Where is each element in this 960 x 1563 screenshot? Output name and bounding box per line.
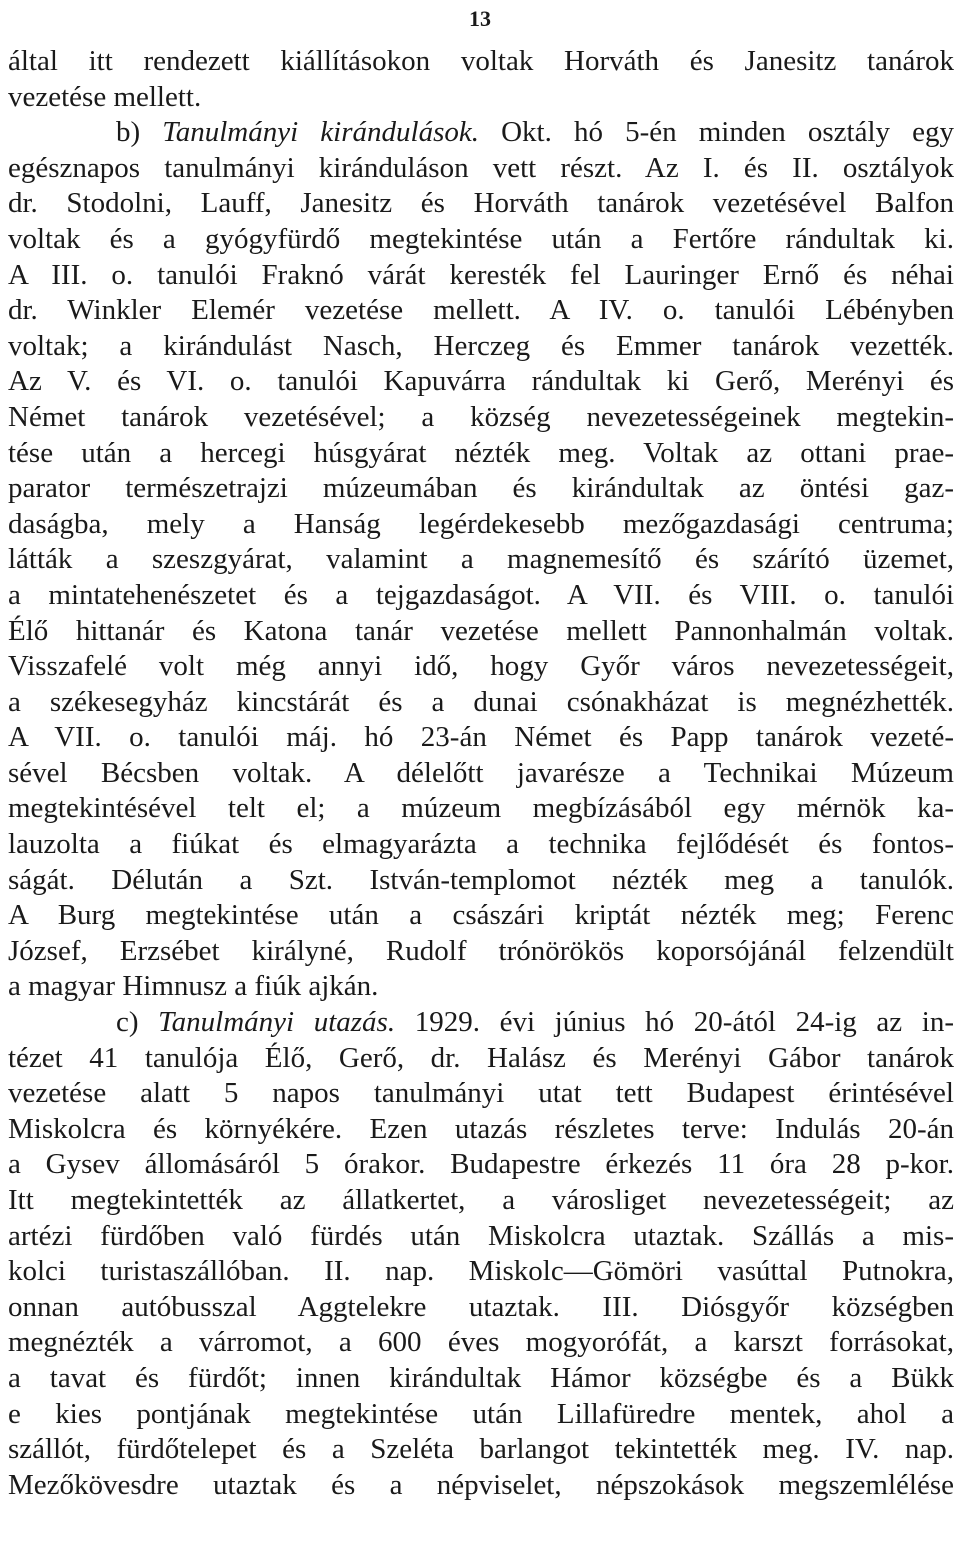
text-line: tézet 41 tanulója Élő, Gerő, dr. Halász és Merényi Gábor tanárok bbox=[8, 1041, 954, 1074]
text-line: megtekintésével telt el; a múzeum megbízásából egy mérnök ka- bbox=[8, 792, 954, 825]
text-line: parator természetrajzi múzeumában és kirándultak az öntési gaz- bbox=[8, 472, 954, 505]
page-number: 13 bbox=[469, 6, 491, 31]
text-line: artézi fürdőben való fürdés után Miskolcra utaztak. Szállás a mis- bbox=[8, 1219, 954, 1252]
text-line: dr. Stodolni, Lauff, Janesitz és Horváth tanárok vezetésével Balfon bbox=[8, 187, 954, 220]
section-b-intro: Okt. hó 5-én minden osztály egy bbox=[478, 116, 954, 149]
text-line: Élő hittanár és Katona tanár vezetése mellett Pannonhalmán voltak. bbox=[8, 614, 954, 647]
text-line: Itt megtekintették az állatkertet, a városliget nevezetességeit; az bbox=[8, 1184, 954, 1216]
text-line: Az V. és VI. o. tanulói Kapuvárra rándultak ki Gerő, Merényi és bbox=[8, 365, 954, 398]
text-line: vezetése alatt 5 napos tanulmányi utat tett Budapest érintésével bbox=[8, 1077, 954, 1110]
body-text bbox=[8, 44, 954, 1503]
section-b-title: Tanulmányi kirándulások. bbox=[162, 116, 479, 149]
section-c-heading-line bbox=[8, 1005, 954, 1041]
text-line: sével Bécsben voltak. A délelőtt javarésze a Technikai Múzeum bbox=[8, 756, 954, 789]
text-line: Német tanárok vezetésével; a község nevezetességeinek megtekin- bbox=[8, 400, 954, 433]
text-line: József, Erzsébet királyné, Rudolf trónörökös koporsójánál felzendült bbox=[8, 934, 954, 967]
text-line: megnézték a várromot, a 600 éves mogyorófát, a karszt forrásokat, bbox=[8, 1326, 954, 1359]
text-line: kolci turistaszállóban. II. nap. Miskolc—Gömöri vasúttal Putnokra, bbox=[8, 1255, 954, 1288]
text-line: egésznapos tanulmányi kiránduláson vett részt. Az I. és II. osztályok bbox=[8, 151, 954, 184]
text-line: lauzolta a fiúkat és elmagyarázta a technika fejlődését és fontos- bbox=[8, 828, 954, 861]
text-line: a tavat és fürdőt; innen kirándultak Hámor községbe és a Bükk bbox=[8, 1361, 954, 1394]
text-line: voltak; a kirándulást Nasch, Herczeg és Emmer tanárok vezették. bbox=[8, 329, 954, 362]
text-line: a Gysev állomásáról 5 órakor. Budapestre érkezés 11 óra 28 p-kor. bbox=[8, 1148, 954, 1181]
section-b-heading-line bbox=[8, 115, 954, 151]
text-line: A Burg megtekintése után a császári kriptát nézték meg; Ferenc bbox=[8, 899, 954, 932]
section-c-label: c) bbox=[116, 1006, 159, 1039]
text-line: tése után a hercegi húsgyárat nézték meg. Voltak az ottani prae- bbox=[8, 436, 954, 469]
text-line: e kies pontjának megtekintése után Lillafüredre mentek, ahol a bbox=[8, 1397, 954, 1430]
text-line: Mezőkövesdre utaztak és a népviselet, népszokások megszemlélése bbox=[8, 1468, 954, 1501]
text-line: a székesegyház kincstárát és a dunai csónakházat is megnézhették. bbox=[8, 685, 954, 718]
text-line: A VII. o. tanulói máj. hó 23-án Német és Papp tanárok vezeté- bbox=[8, 721, 954, 754]
text-line: vezetése mellett. bbox=[8, 80, 202, 113]
text-line: dr. Winkler Elemér vezetése mellett. A IV. o. tanulói Lébényben bbox=[8, 294, 954, 327]
section-c-title: Tanulmányi utazás. bbox=[158, 1006, 396, 1039]
text-line: a magyar Himnusz a fiúk ajkán. bbox=[8, 970, 379, 1003]
text-line: Visszafelé volt még annyi idő, hogy Győr város nevezetességeit, bbox=[8, 650, 954, 683]
section-c-intro: 1929. évi június hó 20-ától 24-ig az in- bbox=[395, 1006, 954, 1039]
text-line: onnan autóbusszal Aggtelekre utaztak. III. Diósgyőr községben bbox=[8, 1290, 954, 1323]
text-line: A III. o. tanulói Fraknó várát keresték fel Lauringer Ernő és néhai bbox=[8, 258, 954, 291]
text-line: szállót, fürdőtelepet és a Szeléta barlangot tekintették meg. IV. nap. bbox=[8, 1433, 954, 1466]
text-line: a mintatehenészetet és a tejgazdaságot. A VII. és VIII. o. tanulói bbox=[8, 578, 954, 611]
text-line: daságba, mely a Hanság legérdekesebb mezőgazdasági centruma; bbox=[8, 507, 954, 540]
section-b-label: b) bbox=[116, 116, 163, 149]
text-line: által itt rendezett kiállításokon voltak Horváth és Janesitz tanárok bbox=[8, 45, 954, 77]
text-line: ságát. Délután a Szt. István-templomot nézték meg a tanulók. bbox=[8, 863, 954, 896]
text-line: voltak és a gyógyfürdő megtekintése után a Fertőre rándultak ki. bbox=[8, 222, 954, 255]
text-line: látták a szeszgyárat, valamint a magnemesítő és szárító üzemet, bbox=[8, 543, 954, 576]
text-line: Miskolcra és környékére. Ezen utazás részletes terve: Indulás 20-án bbox=[8, 1112, 954, 1145]
